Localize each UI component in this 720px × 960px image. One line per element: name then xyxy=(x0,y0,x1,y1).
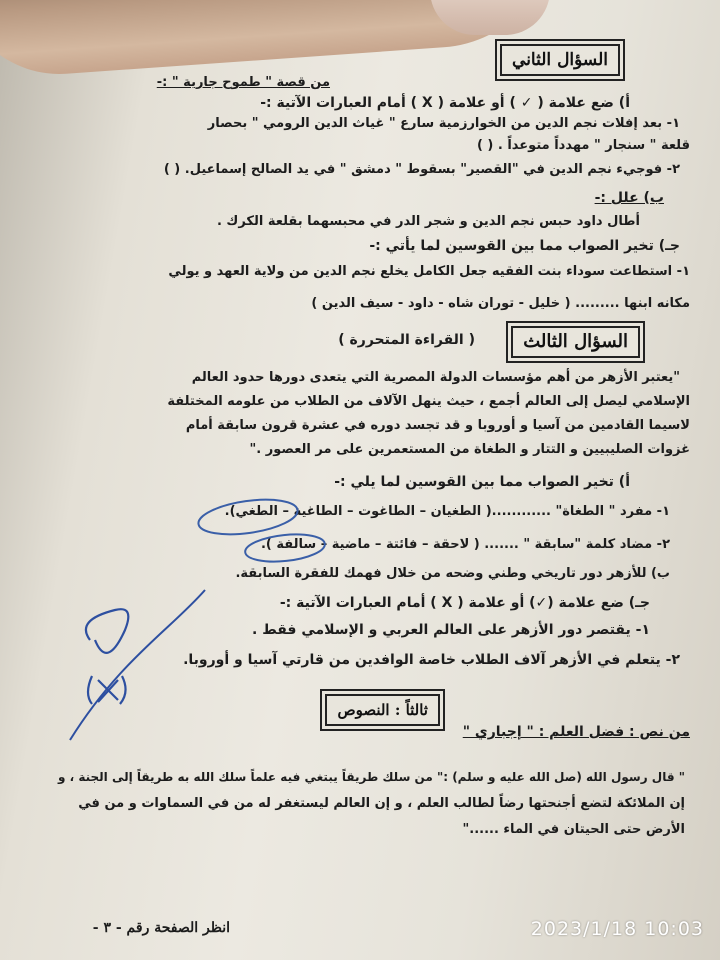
section3-c1: ١- يقتصر دور الأزهر على العالم العربي و الإسلامي فقط . xyxy=(252,622,650,638)
footer-page-note: انظر الصفحة رقم - ٣ - xyxy=(92,920,230,936)
section2-b-text: أطال داود حبس نجم الدين و شجر الدر في محبسهما بقلعة الكرك . xyxy=(216,214,640,229)
section3-a2: ٢- مضاد كلمة "سابقة " ....... ( لاحقة – فائتة – ماضية – سالفة ). xyxy=(260,537,670,552)
section3-question-a: أ) تخير الصواب مما بين القوسين لما يلي :- xyxy=(334,474,630,490)
texts-from-line: من نص : فضل العلم : " إجباري " xyxy=(462,724,690,740)
section2-c1-line2: مكانه ابنها ......... ( خليل - توران شاه - داود - سيف الدين ) xyxy=(311,296,690,311)
section2-question-b: ب) علل :- xyxy=(594,190,664,206)
section3-paragraph-line2: الإسلامي ليصل إلى العالم أجمع ، حيث ينهل الآلاف من الطلاب من علومه المختلفة xyxy=(167,394,690,409)
section3-paragraph-line4: غزوات الصليبيين و التتار و الطغاة من المستعمرين على مر العصور ." xyxy=(249,442,690,457)
section3-a1: ١- مفرد " الطغاة" ............( الطغيان – الطاغوت – الطاغية – الطغي). xyxy=(224,504,670,519)
hadith-line3: الأرض حتى الحيتان في الماء ......" xyxy=(462,822,685,837)
section2-item1-line2: قلعة " سنجار " مهدداً متوعداً . ( ) xyxy=(476,138,690,153)
section3-question-b: ب) للأزهر دور تاريخي وطني وضحه من خلال فهمك للفقرة السابقة. xyxy=(235,566,670,581)
hadith-line1: " قال رسول الله (صل الله عليه و سلم) :" من سلك طريقاً يبتغي فيه علماً سلك الله به طريقاً إلى الجنة ، و xyxy=(57,770,685,784)
photo-timestamp: 2023/1/18 10:03 xyxy=(530,918,704,940)
section2-box-label: السؤال الثاني xyxy=(500,44,620,76)
texts-box-label: ثالثاً : النصوص xyxy=(325,694,440,726)
section3-title: ( القراءة المتحررة ) xyxy=(338,332,475,348)
section2-c1-line1: ١- استطاعت سوداء بنت الفقيه جعل الكامل يخلع نجم الدين من ولاية العهد و يولي xyxy=(168,264,690,279)
section2-question-a: أ) ضع علامة ( ✓ ) أو علامة ( X ) أمام العبارات الآتية :- xyxy=(260,95,630,111)
section2-item2: ٢- فوجيء نجم الدين في "القصير" بسقوط " دمشق " في يد الصالح إسماعيل. ( ) xyxy=(163,162,680,177)
section3-box-label: السؤال الثالث xyxy=(511,326,640,358)
section2-item1-line1: ١- بعد إفلات نجم الدين من الخوارزمية سارع " غياث الدين الرومي " بحصار xyxy=(207,116,680,131)
hadith-line2: إن الملائكة لتضع أجنحتها رضاً لطالب العلم ، و إن العالم ليستغفر له من في السماوات و من في xyxy=(78,796,685,811)
section2-story-line: من قصة " طموح جارية " :- xyxy=(156,75,330,90)
section3-question-c: جـ) ضع علامة (✓) أو علامة ( X ) أمام العبارات الآتية :- xyxy=(279,595,650,611)
section2-question-c: جـ) تخير الصواب مما بين القوسين لما يأتي :- xyxy=(369,238,680,254)
section3-paragraph-line3: لاسيما القادمين من آسيا و أوروبا و قد تجسد دوره في عشرة قرون سابقة أمام xyxy=(185,418,690,433)
section3-c2: ٢- يتعلم في الأزهر آلاف الطلاب خاصة الوافدين من قارتي آسيا و أوروبا. xyxy=(183,652,680,668)
section3-paragraph-line1: "يعتبر الأزهر من أهم مؤسسات الدولة المصرية التي يتعدى دورها حدود العالم xyxy=(191,370,680,385)
